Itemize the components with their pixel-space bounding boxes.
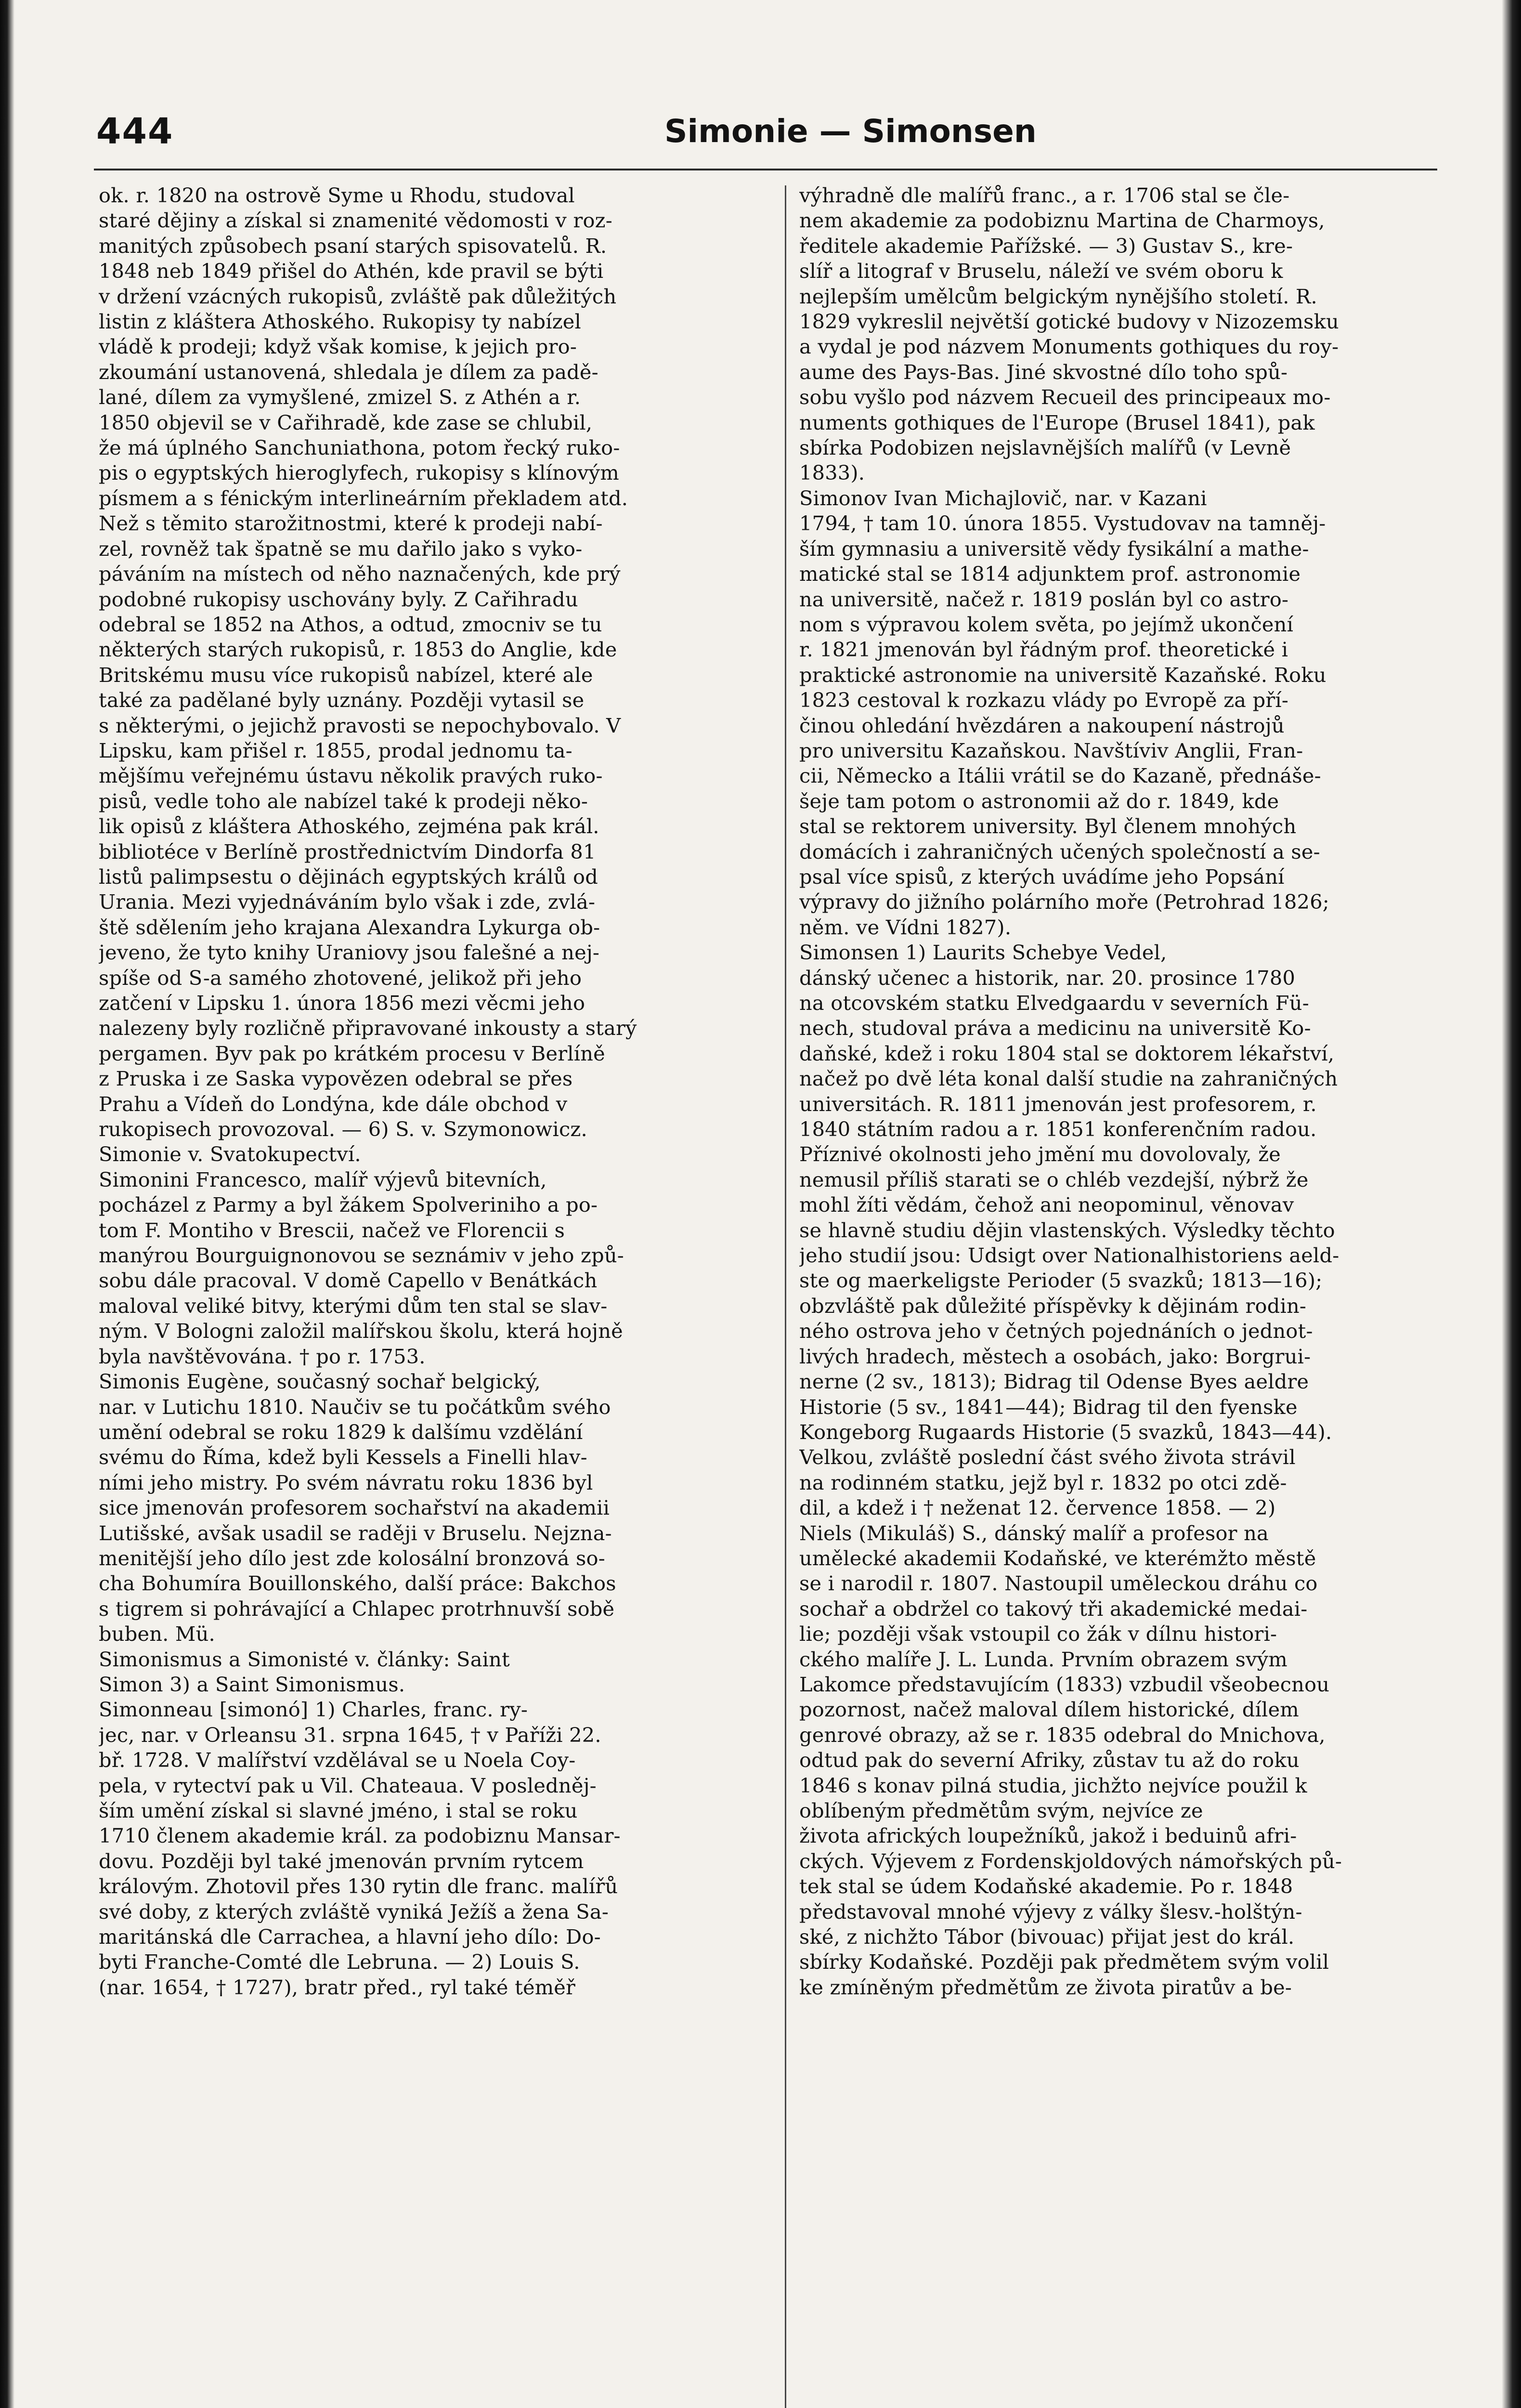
left-column-line: královým. Zhotovil přes 130 rytin dle franc. malířů: [99, 1874, 618, 1898]
right-column-line: dánský učenec a historik, nar. 20. prosince 1780: [799, 966, 1296, 990]
right-column-line: výhradně dle malířů franc., a r. 1706 stal se čle-: [799, 183, 1290, 207]
right-column-line: nejlepším umělcům belgickým nynějšího století. R.: [799, 284, 1317, 308]
right-column-line: odtud pak do severní Afriky, zůstav tu až do roku: [799, 1748, 1300, 1772]
right-column-line: stal se rektorem university. Byl členem mnohých: [799, 814, 1297, 838]
right-column-line: sochař a obdržel co takový tři akademické medai-: [799, 1597, 1308, 1621]
right-column-line: činou ohledání hvězdáren a nakoupení nástrojů: [799, 713, 1285, 737]
right-column-line: matické stal se 1814 adjunktem prof. astronomie: [799, 562, 1301, 586]
right-column-line: r. 1821 jmenován byl řádným prof. theoretické i: [799, 638, 1288, 662]
left-column-line: ními jeho mistry. Po svém návratu roku 1836 byl: [99, 1470, 593, 1494]
left-column-line: písmem a s fénickým interlineárním překladem atd.: [99, 486, 628, 510]
scan-edge-right: [1502, 0, 1521, 2408]
right-column-line: Příznivé okolnosti jeho jmění mu dovolovaly, že: [799, 1142, 1281, 1166]
right-column-line: cii, Německo a Itálii vrátil se do Kazaně, přednáše-: [799, 764, 1321, 788]
left-column-line: spíše od S-a samého zhotovené, jelikož při jeho: [99, 966, 582, 990]
right-column-line: a vydal je pod názvem Monuments gothiques du roy-: [799, 335, 1339, 359]
right-column-line: výpravy do jižního polárního moře (Petrohrad 1826;: [799, 890, 1329, 914]
right-column-line: mohl žíti vědám, čehož ani neopominul, věnovav: [799, 1193, 1294, 1217]
header-rule: [94, 169, 1437, 170]
left-column-line: 1710 členem akademie král. za podobiznu Mansar-: [99, 1824, 621, 1848]
left-column-line: zatčení v Lipsku 1. února 1856 mezi věcmi jeho: [99, 991, 585, 1015]
right-column-line: genrové obrazy, až se r. 1835 odebral do Mnichova,: [799, 1723, 1326, 1747]
right-column-line: sbírky Kodaňské. Později pak předmětem svým volil: [799, 1950, 1329, 1974]
left-column-line: Simonismus a Simonisté v. články: Saint: [99, 1647, 510, 1671]
left-column-line: své doby, z kterých zvláště vyniká Ježíš a žena Sa-: [99, 1899, 609, 1924]
left-column-line: rukopisech provozoval. — 6) S. v. Szymonowicz.: [99, 1117, 587, 1141]
left-column-line: staré dějiny a získal si znamenité vědomosti v roz-: [99, 209, 612, 233]
left-column-line: v držení vzácných rukopisů, zvláště pak důležitých: [99, 284, 617, 308]
left-column-line: listin z kláštera Athoského. Rukopisy ty nabízel: [99, 310, 582, 334]
right-column-line: něm. ve Vídni 1827).: [799, 915, 1012, 939]
left-column-line: (nar. 1654, † 1727), bratr před., ryl také téměř: [99, 1975, 576, 1999]
left-column-line: lané, dílem za vymyšlené, zmizel S. z Athén a r.: [99, 385, 581, 409]
right-column-line: jeho studií jsou: Udsigt over Nationalhistoriens aeld-: [799, 1243, 1339, 1268]
left-column-line: dovu. Později byl také jmenován prvním rytcem: [99, 1849, 584, 1873]
left-column-line: mějšímu veřejnému ústavu několik pravých ruko-: [99, 764, 603, 788]
right-column-line: se i narodil r. 1807. Nastoupil uměleckou dráhu co: [799, 1571, 1318, 1596]
left-column-line: Prahu a Vídeň do Londýna, kde dále obchod v: [99, 1092, 568, 1116]
left-column-line: sice jmenován profesorem sochařství na akademii: [99, 1496, 610, 1520]
right-column-line: pozornost, načež maloval dílem historické, dílem: [799, 1698, 1299, 1722]
right-column-line: ste og maerkeligste Perioder (5 svazků; 1813—16);: [799, 1269, 1323, 1293]
right-column-line: 1846 s konav pilná studia, jichžto nejvíce použil k: [799, 1773, 1307, 1797]
left-column-line: svému do Říma, kdež byli Kessels a Finelli hlav-: [99, 1445, 587, 1469]
left-column-line: odebral se 1852 na Athos, a odtud, zmocniv se tu: [99, 612, 602, 636]
left-column-line: Simonie v. Svatokupectví.: [99, 1142, 361, 1166]
left-column-line: pela, v rytectví pak u Vil. Chateaua. V posledněj-: [99, 1773, 597, 1797]
right-column-line: 1833).: [799, 461, 865, 485]
left-column-line: ším umění získal si slavné jméno, i stal se roku: [99, 1799, 578, 1822]
left-column-line: Simon 3) a Saint Simonismus.: [99, 1672, 405, 1696]
right-column-line: lie; později však vstoupil co žák v dílnu histori-: [799, 1622, 1277, 1646]
left-column-line: listů palimpsestu o dějinách egyptských králů od: [99, 864, 598, 889]
left-column-line: 1848 neb 1849 přišel do Athén, kde pravil se býti: [99, 259, 604, 283]
right-column-line: nem akademie za podobiznu Martina de Charmoys,: [799, 209, 1325, 233]
left-column-line: Lipsku, kam přišel r. 1855, prodal jednomu ta-: [99, 738, 572, 762]
right-column-line: pro universitu Kazaňskou. Navštíviv Anglii, Fran-: [799, 738, 1303, 762]
left-column-line: zkoumání ustanovená, shledala je dílem za padě-: [99, 360, 598, 384]
right-column-line: Niels (Mikuláš) S., dánský malíř a profesor na: [799, 1521, 1269, 1545]
left-column-line: menitější jeho dílo jest zde kolosální bronzová so-: [99, 1546, 605, 1570]
left-column-line: z Pruska i ze Saska vypovězen odebral se přes: [99, 1067, 573, 1091]
left-column-line: manýrou Bourguignonovou se seznámiv v jeho způ-: [99, 1243, 624, 1268]
left-column-line: maritánská dle Carrachea, a hlavní jeho dílo: Do-: [99, 1925, 601, 1949]
left-column-line: jec, nar. v Orleansu 31. srpna 1645, † v Paříži 22.: [99, 1723, 601, 1747]
left-column-line: nar. v Lutichu 1810. Naučiv se tu počátkům svého: [99, 1395, 611, 1419]
left-column-line: pis o egyptských hieroglyfech, rukopisy s klínovým: [99, 461, 619, 485]
running-head: [96, 111, 1435, 154]
right-column-line: nom s výpravou kolem světa, po jejímž ukončení: [799, 612, 1294, 636]
right-column-line: ckých. Výjevem z Fordenskjoldových námořských pů-: [799, 1849, 1342, 1873]
right-column-line: šeje tam potom o astronomii až do r. 1849, kde: [799, 789, 1279, 813]
right-column-line: nerne (2 sv., 1813); Bidrag til Odense Byes aeldre: [799, 1370, 1309, 1394]
left-column-line: že má úplného Sanchuniathona, potom řecký ruko-: [99, 436, 620, 460]
left-column-line: bř. 1728. V malířství vzdělával se u Noela Coy-: [99, 1748, 576, 1772]
right-column-line: Kongeborg Rugaards Historie (5 svazků, 1843—44).: [799, 1420, 1332, 1444]
left-column-line: 1850 objevil se v Cařihradě, kde zase se chlubil,: [99, 410, 593, 434]
right-column-line: na universitě, načež r. 1819 poslán byl co astro-: [799, 587, 1289, 611]
left-column-line: lik opisů z kláštera Athoského, zejména pak král.: [99, 814, 599, 838]
left-column-line: umění odebral se roku 1829 k dalšímu vzdělání: [99, 1420, 583, 1444]
right-column-line: aume des Pays-Bas. Jiné skvostné dílo toho spů-: [799, 360, 1288, 384]
right-column-line: ředitele akademie Pařížské. — 3) Gustav S., kre-: [799, 234, 1293, 258]
left-column-line: také za padělané byly uznány. Později vytasil se: [99, 688, 585, 712]
page-number: 444: [96, 111, 174, 152]
right-column-line: tek stal se údem Kodaňské akademie. Po r. 1848: [799, 1874, 1293, 1898]
right-column-line: ské, z nichžto Tábor (bivouac) přijat jest do král.: [799, 1925, 1295, 1949]
scan-edge-left: [0, 0, 14, 2408]
right-column-line: představoval mnohé výjevy z války šlesv.-holštýn-: [799, 1899, 1302, 1924]
left-column-line: byti Franche-Comté dle Lebruna. — 2) Louis S.: [99, 1950, 580, 1974]
right-column-line: dil, a kdež i † neženat 12. července 1858. — 2): [799, 1496, 1276, 1520]
right-column-line: umělecké akademii Kodaňské, ve kterémžto městě: [799, 1546, 1316, 1570]
right-column-line: daňské, kdež i roku 1804 stal se doktorem lékařství,: [799, 1041, 1335, 1065]
right-column-line: ke zmíněným předmětům ze života piratův a be-: [799, 1975, 1292, 1999]
left-column-line: Lutišské, avšak usadil se raději v Bruselu. Nejzna-: [99, 1521, 612, 1545]
left-column-line: jeveno, že tyto knihy Uraniovy jsou falešné a nej-: [99, 941, 600, 965]
left-column-line: Urania. Mezi vyjednáváním bylo však i zde, zvlá-: [99, 890, 596, 914]
left-column-line: vládě k prodeji; když však komise, k jejich pro-: [99, 335, 577, 359]
right-column-line: Velkou, zvláště poslední část svého života strávil: [799, 1445, 1296, 1469]
right-column-line: Historie (5 sv., 1841—44); Bidrag til den fyenske: [799, 1395, 1298, 1419]
right-column-line: numents gothiques de l'Europe (Brusel 1841), pak: [799, 410, 1315, 434]
right-column-line: na otcovském statku Elvedgaardu v severních Fü-: [799, 991, 1309, 1015]
right-column-line: psal více spisů, z kterých uvádíme jeho Popsání: [799, 864, 1285, 889]
right-column-line: 1794, † tam 10. února 1855. Vystudovav na tamněj-: [799, 511, 1326, 536]
left-column-line: cha Bohumíra Bouillonského, další práce: Bakchos: [99, 1571, 616, 1596]
left-column-line: s některými, o jejichž pravosti se nepochybovalo. V: [99, 713, 621, 737]
right-column-line: praktické astronomie na universitě Kazaňské. Roku: [799, 663, 1326, 687]
left-column-line: maloval veliké bitvy, kterými dům ten stal se slav-: [99, 1294, 608, 1318]
right-column-line: domácích i zahraničných učených společností a se-: [799, 839, 1320, 864]
right-column-line: nech, studoval práva a medicinu na universitě Ko-: [799, 1016, 1311, 1040]
right-column-line: slíř a litograf v Bruselu, náleží ve svém oboru k: [799, 259, 1283, 283]
right-column-line: 1823 cestoval k rozkazu vlády po Evropě za pří-: [799, 688, 1289, 712]
left-column-line: bibliotéce v Berlíně prostřednictvím Dindorfa 81: [99, 839, 596, 864]
left-column-line: byla navštěvována. † po r. 1753.: [99, 1344, 426, 1368]
left-column-line: nalezeny byly rozličně připravované inkousty a starý: [99, 1016, 637, 1040]
left-column-line: pocházel z Parmy a byl žákem Spolveriniho a po-: [99, 1193, 598, 1217]
right-column-line: livých hradech, městech a osobách, jako: Borgrui-: [799, 1344, 1311, 1368]
running-title: Simonie — Simonsen: [664, 113, 1037, 150]
left-column-line: Britskému musu více rukopisů nabízel, které ale: [99, 663, 593, 687]
left-column-line: s tigrem si pohrávající a Chlapec protrhnuvší sobě: [99, 1597, 615, 1621]
right-column-line: obzvláště pak důležité příspěvky k dějinám rodin-: [799, 1294, 1307, 1318]
right-column-line: na rodinném statku, jejž byl r. 1832 po otci zdě-: [799, 1470, 1287, 1494]
right-column-line: ného ostrova jeho v četných pojednáních o jednot-: [799, 1319, 1313, 1343]
left-column-line: ště sdělením jeho krajana Alexandra Lykurga ob-: [99, 915, 600, 939]
right-column-line: Lakomce představujícím (1833) vzbudil všeobecnou: [799, 1672, 1330, 1696]
right-column-line: ším gymnasiu a universitě vědy fysikální a mathe-: [799, 537, 1309, 561]
left-column-line: podobné rukopisy uschovány byly. Z Cařihradu: [99, 587, 578, 611]
left-column-line: ok. r. 1820 na ostrově Syme u Rhodu, studoval: [99, 183, 575, 207]
right-column-line: života afrických loupežníků, jakož i beduinů afri-: [799, 1824, 1297, 1848]
left-column-line: ným. V Bologni založil malířskou školu, která hojně: [99, 1319, 623, 1343]
left-column-line: tom F. Montiho v Brescii, načež ve Florencii s: [99, 1218, 565, 1242]
right-column-line: načež po dvě léta konal další studie na zahraničných: [799, 1067, 1338, 1091]
left-column-line: Simonis Eugène, současný sochař belgický,: [99, 1370, 541, 1394]
right-column-line: ckého malíře J. L. Lunda. Prvním obrazem svým: [799, 1647, 1287, 1671]
right-column-line: Simonov Ivan Michajlovič, nar. v Kazani: [799, 486, 1207, 510]
right-column-line: 1840 státním radou a r. 1851 konferenčním radou.: [799, 1117, 1317, 1141]
left-column-line: páváním na místech od něho naznačených, kde prý: [99, 562, 621, 586]
right-column-line: oblíbeným předmětům svým, nejvíce ze: [799, 1799, 1203, 1822]
left-column-line: Simonini Francesco, malíř výjevů bitevních,: [99, 1167, 547, 1191]
left-column-line: sobu dále pracoval. V domě Capello v Benátkách: [99, 1269, 598, 1293]
left-column-line: manitých způsobech psaní starých spisovatelů. R.: [99, 234, 607, 258]
right-column-line: sobu vyšlo pod názvem Recueil des principeaux mo-: [799, 385, 1331, 409]
right-column-line: 1829 vykreslil největší gotické budovy v Nizozemsku: [799, 310, 1339, 334]
right-column-line: se hlavně studiu dějin vlastenských. Výsledky těchto: [799, 1218, 1335, 1242]
right-column-line: universitách. R. 1811 jmenován jest profesorem, r.: [799, 1092, 1317, 1116]
right-column-line: sbírka Podobizen nejslavnějších malířů (v Levně: [799, 436, 1291, 460]
left-column-line: pisů, vedle toho ale nabízel také k prodeji něko-: [99, 789, 588, 813]
right-column-line: nemusil příliš starati se o chléb vezdejší, nýbrž že: [799, 1167, 1309, 1191]
left-column-line: Než s těmito starožitnostmi, které k prodeji nabí-: [99, 511, 603, 536]
left-column-line: buben. Mü.: [99, 1622, 215, 1646]
left-column-line: některých starých rukopisů, r. 1853 do Anglie, kde: [99, 638, 617, 662]
left-column-line: Simonneau [simonó] 1) Charles, franc. ry-: [99, 1698, 528, 1722]
left-column: [99, 183, 758, 2408]
column-divider: [785, 185, 786, 2408]
right-column-line: Simonsen 1) Laurits Schebye Vedel,: [799, 941, 1167, 965]
right-column: [799, 183, 1459, 2408]
left-column-line: pergamen. Byv pak po krátkém procesu v Berlíně: [99, 1041, 605, 1065]
left-column-line: zel, rovněž tak špatně se mu dařilo jako s vyko-: [99, 537, 583, 561]
